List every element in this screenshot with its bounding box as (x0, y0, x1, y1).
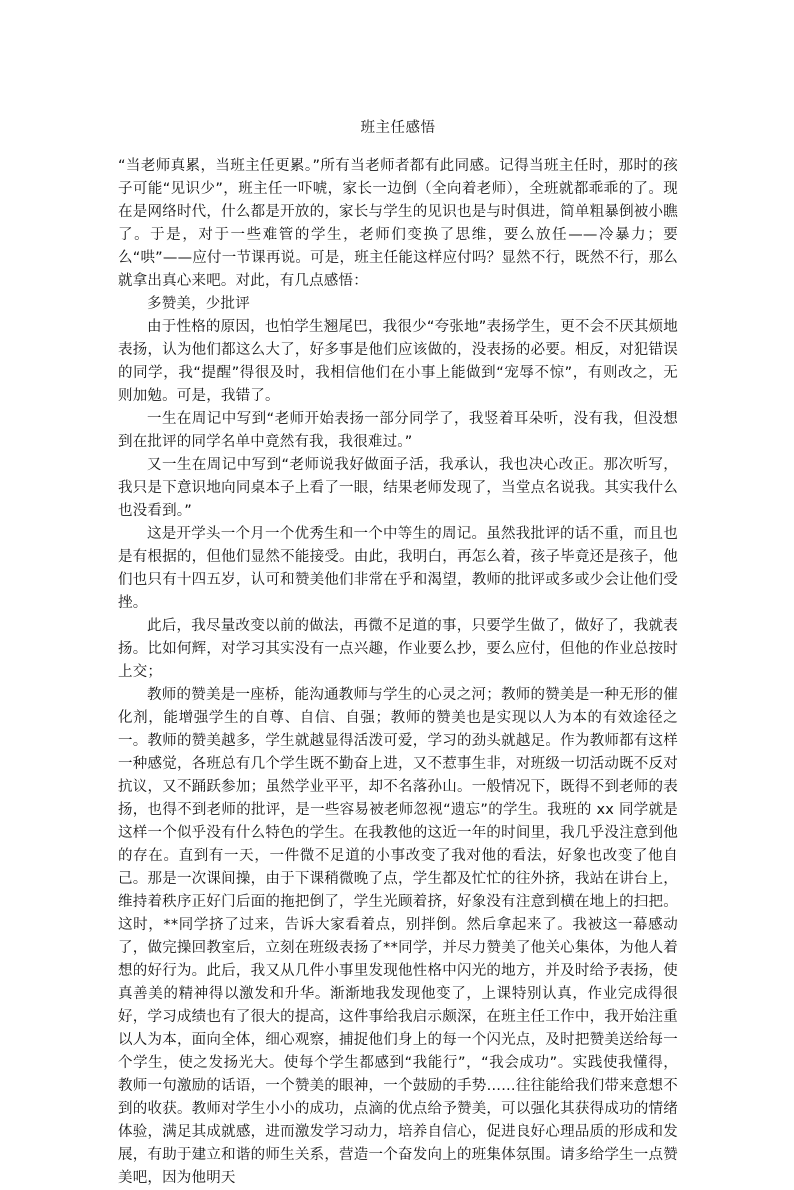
section-heading: 多赞美，少批评 (147, 296, 250, 312)
document-page (118, 0, 678, 1190)
document-body (118, 155, 678, 1190)
paragraph-reflection: 由于性格的原因，也怕学生翘尾巴，我很少“夸张地”表扬学生，更不会不厌其烦地表扬，认为他们都这么大了，好多事是他们应该做的，没表扬的必要。相反，对犯错误的同学，我“提醒”得很及时，我相信他们在小事上能做到“宠辱不惊”，有则改之，无则加勉。可是，我错了。 (118, 319, 678, 404)
paragraph-student-quote-1: 一生在周记中写到“老师开始表扬一部分同学了，我竖着耳朵听，没有我，但没想到在批评的同学名单中竟然有我，我很难过。” (118, 411, 678, 450)
paragraph-intro: “当老师真累，当班主任更累。”所有当老师者都有此同感。记得当班主任时，那时的孩子可能“见识少”，班主任一吓唬，家长一边倒（全向着老师），全班就都乖乖的了。现在是网络时代，什么都是开放的，家长与学生的见识也是与时俱进，简单粗暴倒被小瞧了。于是，对于一些难管的学生，老师们变换了思维，要么放任——冷暴力；要么“哄”——应付一节课再说。可是，班主任能这样应付吗？显然不行，既然不行，那么就拿出真心来吧。对此，有几点感悟： (118, 158, 678, 289)
paragraph-student-quote-2: 又一生在周记中写到“老师说我好做面子活，我承认，我也决心改正。那次听写，我只是下意识地向同桌本子上看了一眼，结果老师发现了，当堂点名说我。其实我什么也没看到。” (118, 457, 678, 519)
paragraph-change: 此后，我尽量改变以前的做法，再微不足道的事，只要学生做了，做好了，我就表扬。比如何辉，对学习其实没有一点兴趣，作业要么抄，要么应付，但他的作业总按时上交； (118, 618, 678, 680)
document-title: 班主任感悟 (360, 120, 436, 136)
paragraph-praise: 教师的赞美是一座桥，能沟通教师与学生的心灵之河；教师的赞美是一种无形的催化剂，能增强学生的自尊、自信、自强；教师的赞美也是实现以人为本的有效途径之一。教师的赞美越多，学生就越显得活泼可爱，学习的劲头就越足。作为教师都有这样一种感觉，各班总有几个学生既不勤奋上进，又不惹事生非，对班级一切活动既不反对抗议，又不踊跃参加；虽然学业平平，却不名落孙山。一般情况下，既得不到老师的表扬，也得不到老师的批评，是一些容易被老师忽视“遗忘”的学生。我班的 xx 同学就是这样一个似乎没有什么特色的学生。在我教他的这近一年的时间里，我几乎没注意到他的存在。直到有一天，一件微不足道的小事改变了我对他的看法，好象也改变了他自己。那是一次课间操，由于下课稍微晚了点，学生都及忙忙的往外挤，我站在讲台上，维持着秩序正好门后面的拖把倒了，学生光顾着挤，好象没有注意到横在地上的扫把。这时，**同学挤了过来，告诉大家看着点，别拌倒。然后拿起来了。我被这一幕感动了，做完操回教室后，立刻在班级表扬了**同学，并尽力赞美了他关心集体，为他人着想的好行为。此后，我又从几件小事里发现他性格中闪光的地方，并及时给予表扬，使真善美的精神得以激发和升华。渐渐地我发现他变了，上课特别认真，作业完成得很好，学习成绩也有了很大的提高，这件事给我启示颇深，在班主任工作中，我开始注重以人为本，面向全体，细心观察，捕捉他们身上的每一个闪光点，及时把赞美送给每一个学生，使之发扬光大。使每个学生都感到“我能行”，“我会成功”。实践使我懂得，教师一句激励的话语，一个赞美的眼神，一个鼓励的手势……往往能给我们带来意想不到的收获。教师对学生小小的成功，点滴的优点给予赞美，可以强化其获得成功的情绪体验，满足其成就感，进而激发学习动力，培养自信心，促进良好心理品质的形成和发展，有助于建立和谐的师生关系，营造一个奋发向上的班集体氛围。请多给学生一点赞美吧，因为他明天 (118, 687, 678, 1186)
paragraph-realization: 这是开学头一个月一个优秀生和一个中等生的周记。虽然我批评的话不重，而且也是有根据的，但他们显然不能接受。由此，我明白，再怎么着，孩子毕竟还是孩子，他们也只有十四五岁，认可和赞美他们非常在乎和渴望，教师的批评或多或少会让他们受挫。 (118, 526, 678, 611)
